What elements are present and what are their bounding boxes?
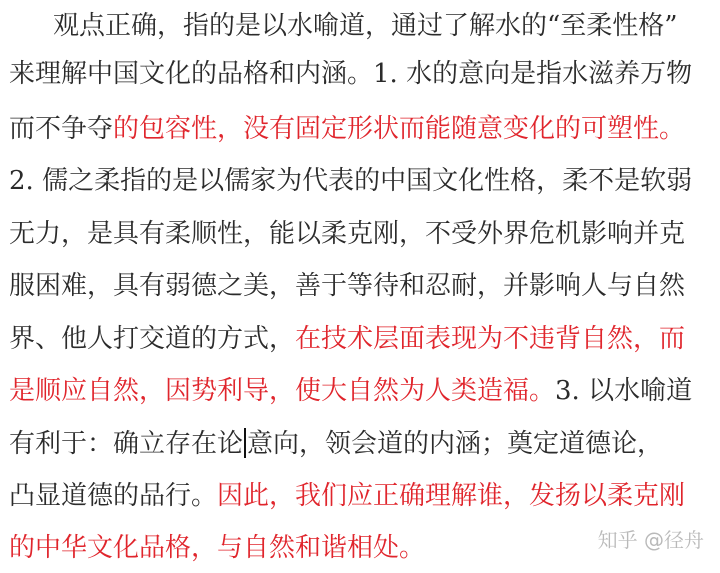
text-segment: 2. 儒之柔指的是以儒家为代表的中国文化性格，柔不是软弱 xyxy=(9,166,693,196)
text-line-3 xyxy=(9,105,713,153)
highlighted-text: 因此，我们应正确理解谁，发扬以柔克刚 xyxy=(217,481,686,511)
text-line-10 xyxy=(9,472,713,520)
text-line-2 xyxy=(9,50,713,98)
text-segment: 有利于：确立存在论 xyxy=(9,429,244,459)
text-line-9 xyxy=(9,420,713,468)
text-line-7 xyxy=(9,315,713,363)
text-segment: 观点正确，指的是以水喻道，通过了解水的“至柔性格” xyxy=(53,11,678,41)
text-segment: 3. 以水喻道 xyxy=(555,376,693,406)
highlighted-text: 是顺应自然，因势利导，使大自然为人类造福。 xyxy=(9,376,556,406)
zhihu-watermark: 知乎 @径舟 xyxy=(597,528,704,552)
text-segment: 凸显道德的品行。 xyxy=(9,481,218,511)
text-cursor xyxy=(244,428,246,458)
text-segment: 无力，是具有柔顺性，能以柔克刚，不受外界危机影响并克 xyxy=(9,219,686,249)
text-line-4 xyxy=(9,157,713,205)
text-segment: 而不争夺 xyxy=(9,114,114,144)
highlighted-text: 在技术层面表现为不违背自然，而 xyxy=(295,324,686,354)
highlighted-text: 的中华文化品格，与自然和谐相处。 xyxy=(9,533,426,563)
text-segment: 界、他人打交道的方式， xyxy=(9,324,296,354)
text-segment: 意向，领会道的内涵；奠定道德论， xyxy=(247,429,664,459)
text-line-8 xyxy=(9,367,713,415)
text-segment: 来理解中国文化的品格和内涵。1. 水的意向是指水滋养万物 xyxy=(9,59,693,89)
text-line-5 xyxy=(9,210,713,258)
text-line-1 xyxy=(9,2,713,50)
text-segment: 服困难，具有弱德之美，善于等待和忍耐，并影响人与自然 xyxy=(9,271,686,301)
highlighted-text: 的包容性，没有固定形状而能随意变化的可塑性。 xyxy=(113,114,686,144)
text-line-6 xyxy=(9,262,713,310)
